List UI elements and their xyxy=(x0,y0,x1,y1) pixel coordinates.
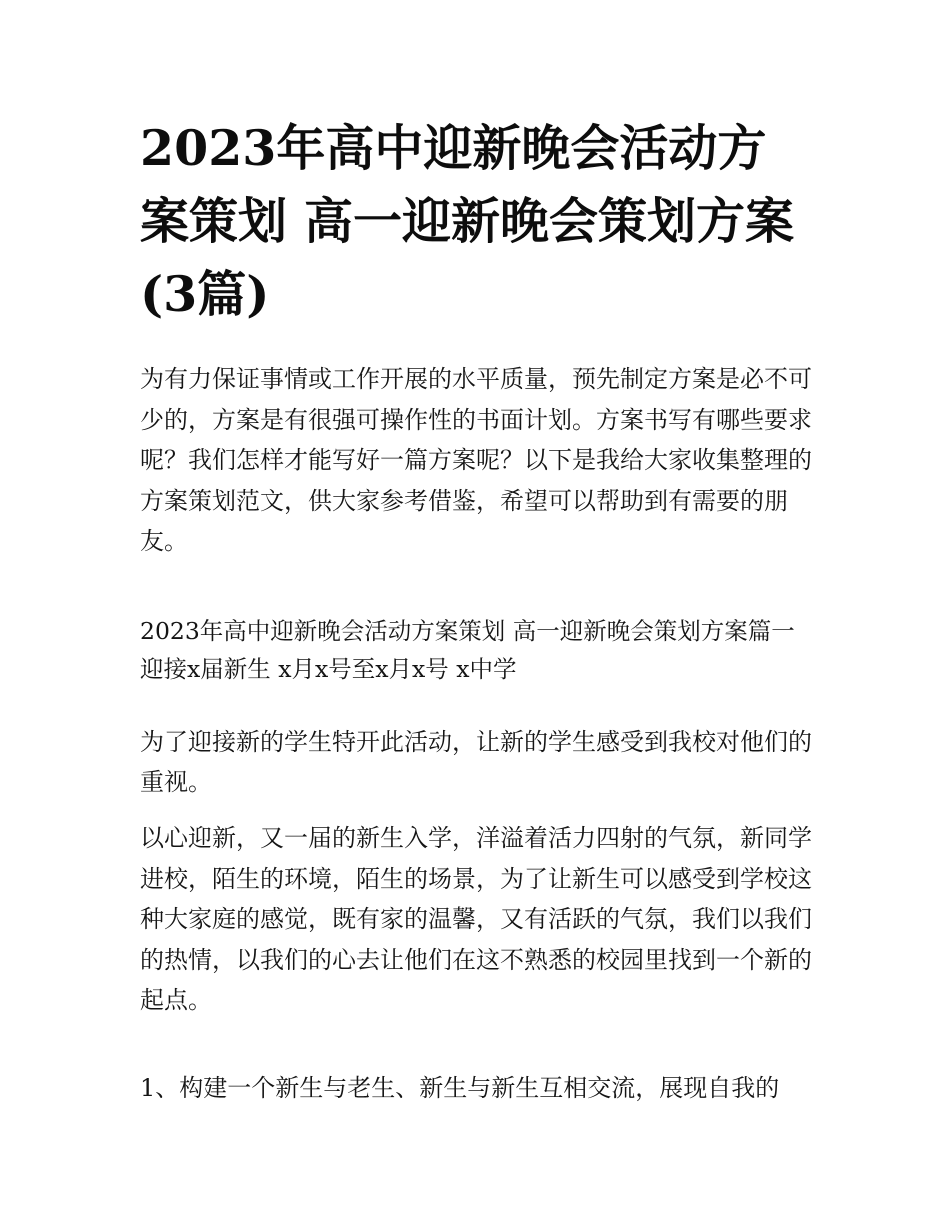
section-heading: 2023年高中迎新晚会活动方案策划 高一迎新晚会策划方案篇一 迎接x届新生 x月x号至x月x号 x中学 xyxy=(140,617,795,683)
list-item-1: 1、构建一个新生与老生、新生与新生互相交流，展现自我的 xyxy=(140,1074,780,1102)
intro-paragraph: 为有力保证事情或工作开展的水平质量，预先制定方案是必不可少的，方案是有很强可操作性的书面计划。方案书写有哪些要求呢？我们怎样才能写好一篇方案呢？以下是我给大家收集整理的方案策划范文，供大家参考借鉴，希望可以帮助到有需要的朋友。 xyxy=(140,365,812,555)
document-title: 2023年高中迎新晚会活动方案策划 高一迎新晚会策划方案(3篇) xyxy=(140,119,795,323)
theme-paragraph: 以心迎新，又一届的新生入学，洋溢着活力四射的气氛，新同学进校，陌生的环境，陌生的场景，为了让新生可以感受到学校这种大家庭的感觉，既有家的温馨，又有活跃的气氛，我们以我们的热情，以我们的心去让他们在这不熟悉的校园里找到一个新的起点。 xyxy=(140,824,812,1014)
purpose-paragraph: 为了迎接新的学生特开此活动，让新的学生感受到我校对他们的重视。 xyxy=(140,728,812,796)
